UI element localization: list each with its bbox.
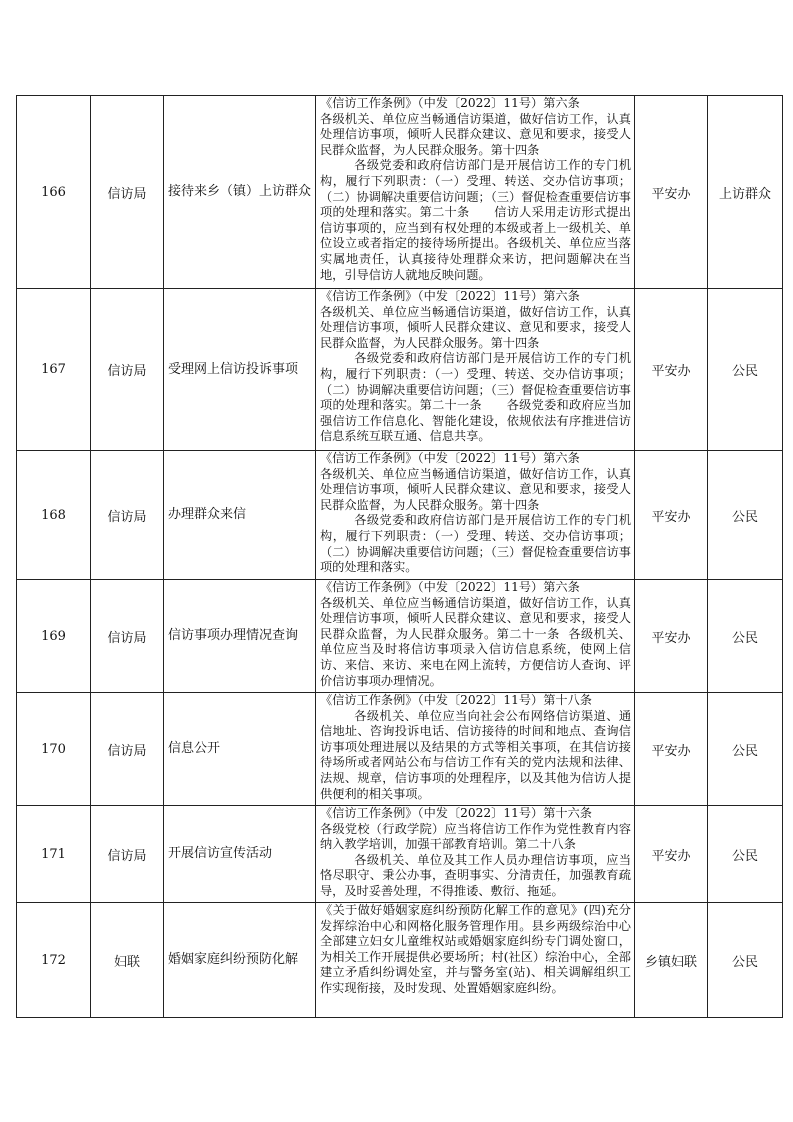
responsible-unit: 乡镇妇联 <box>635 903 708 1018</box>
service-target: 公民 <box>708 289 783 451</box>
legal-basis-text: 《信访工作条例》（中发〔2022〕11号）第六条 各级机关、单位应当畅通信访渠道，做好信访工作，认真处理信访事项，倾听人民群众建议、意见和要求，接受人民群众监督，为人民群众服务。第二十一条 各级机关、单位应当及时将信访事项录入信访信息系统，使网上信访、来信、来访、来电在网上流转，方便信访人查询、评价信访事项办理情况。 <box>320 580 631 688</box>
service-item: 信息公开 <box>164 693 316 806</box>
service-target: 上访群众 <box>708 96 783 289</box>
service-target: 公民 <box>708 451 783 580</box>
service-item: 接待来乡（镇）上访群众 <box>164 96 316 289</box>
service-item: 信访事项办理情况查询 <box>164 580 316 693</box>
department: 信访局 <box>91 289 164 451</box>
responsible-unit: 平安办 <box>635 96 708 289</box>
responsible-unit: 平安办 <box>635 289 708 451</box>
row-number: 169 <box>17 580 91 693</box>
table-row <box>17 96 783 289</box>
service-item: 开展信访宣传活动 <box>164 806 316 903</box>
legal-basis-cell <box>316 693 635 806</box>
responsible-unit: 平安办 <box>635 580 708 693</box>
table-row <box>17 693 783 806</box>
legal-basis-text: 《信访工作条例》（中发〔2022〕11号）第六条 各级机关、单位应当畅通信访渠道，做好信访工作，认真处理信访事项，倾听人民群众建议、意见和要求，接受人民群众监督，为人民群众服务。第十四条 各级党委和政府信访部门是开展信访工作的专门机构，履行下列职责：（一）受理、转送、交办信访事项；（二）协调解决重要信访问题；（三）督促检查重要信访事项的处理和落实。第二十一条 各级党委和政府应当加强信访工作信息化、智能化建设，依规依法有序推进信访信息系统互联互通、信息共享。 <box>320 289 632 444</box>
legal-basis-text: 《关于做好婚姻家庭纠纷预防化解工作的意见》(四)充分发挥综治中心和网格化服务管理作用。县乡两级综治中心全部建立妇女儿童维权站或婚姻家庭纠纷专门调处窗口，为相关工作开展提供必要场所；村(社区）综治中心，全部建立矛盾纠纷调处室，并与警务室(站)、相关调解组织工作实现衔接，及时发现、处置婚姻家庭纠纷。 <box>320 903 631 995</box>
table-row <box>17 580 783 693</box>
legal-basis-cell <box>316 451 635 580</box>
service-table <box>16 95 783 1018</box>
legal-basis-text: 《信访工作条例》（中发〔2022〕11号）第十八条 各级机关、单位应当向社会公布网络信访渠道、通信地址、咨询投诉电话、信访接待的时间和地点、查询信访事项处理进展以及结果的方式等相关事项，在其信访接待场所或者网站公布与信访工作有关的党内法规和法律、法规、规章，信访事项的处理程序，以及其他为信访人提供便利的相关事项。 <box>320 693 632 801</box>
service-item: 办理群众来信 <box>164 451 316 580</box>
service-target: 公民 <box>708 806 783 903</box>
table-row <box>17 451 783 580</box>
legal-basis-cell <box>316 903 635 1018</box>
legal-basis-text: 《信访工作条例》（中发〔2022〕11号）第六条 各级机关、单位应当畅通信访渠道，做好信访工作，认真处理信访事项，倾听人民群众建议、意见和要求，接受人民群众监督，为人民群众服务。第十四条 各级党委和政府信访部门是开展信访工作的专门机构，履行下列职责：（一）受理、转送、交办信访事项；（二）协调解决重要信访问题；（三）督促检查重要信访事项的处理和落实。第二十条 信访人采用走访形式提出信访事项的，应当到有权处理的本级或者上一级机关、单位设立或者指定的接待场所提出。各级机关、单位应当落实属地责任，认真接待处理群众来访，把问题解决在当地，引导信访人就地反映问题。 <box>320 96 632 282</box>
responsible-unit: 平安办 <box>635 806 708 903</box>
row-number: 170 <box>17 693 91 806</box>
row-number: 168 <box>17 451 91 580</box>
table-row <box>17 806 783 903</box>
row-number: 167 <box>17 289 91 451</box>
service-item: 受理网上信访投诉事项 <box>164 289 316 451</box>
department: 信访局 <box>91 693 164 806</box>
row-number: 171 <box>17 806 91 903</box>
legal-basis-cell <box>316 806 635 903</box>
service-target: 公民 <box>708 903 783 1018</box>
service-target: 公民 <box>708 580 783 693</box>
table-row <box>17 903 783 1018</box>
department: 信访局 <box>91 806 164 903</box>
department: 信访局 <box>91 96 164 289</box>
row-number: 166 <box>17 96 91 289</box>
department: 信访局 <box>91 451 164 580</box>
service-target: 公民 <box>708 693 783 806</box>
department: 妇联 <box>91 903 164 1018</box>
department: 信访局 <box>91 580 164 693</box>
service-item: 婚姻家庭纠纷预防化解 <box>164 903 316 1018</box>
legal-basis-cell <box>316 580 635 693</box>
legal-basis-text: 《信访工作条例》（中发〔2022〕11号）第六条 各级机关、单位应当畅通信访渠道，做好信访工作，认真处理信访事项，倾听人民群众建议、意见和要求，接受人民群众监督，为人民群众服务。第十四条 各级党委和政府信访部门是开展信访工作的专门机构，履行下列职责：（一）受理、转送、交办信访事项；（二）协调解决重要信访问题；（三）督促检查重要信访事项的处理和落实。 <box>320 451 632 575</box>
responsible-unit: 平安办 <box>635 693 708 806</box>
table-row <box>17 289 783 451</box>
legal-basis-text: 《信访工作条例》（中发〔2022〕11号）第十六条 各级党校（行政学院）应当将信访工作作为党性教育内容纳入教学培训，加强干部教育培训。第二十八条 各级机关、单位及其工作人员办理信访事项，应当恪尽职守、秉公办事，查明事实、分清责任，加强教育疏导，及时妥善处理，不得推诿、敷衍、拖延。 <box>320 806 632 898</box>
row-number: 172 <box>17 903 91 1018</box>
responsible-unit: 平安办 <box>635 451 708 580</box>
legal-basis-cell <box>316 96 635 289</box>
legal-basis-cell <box>316 289 635 451</box>
